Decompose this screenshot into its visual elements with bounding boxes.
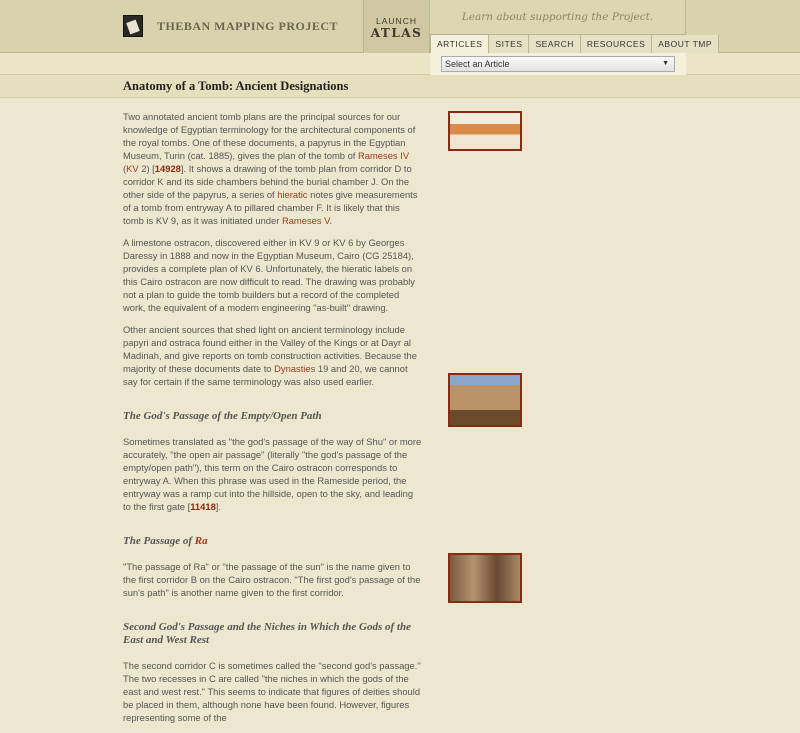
site-title[interactable]: THEBAN MAPPING PROJECT <box>157 19 339 33</box>
paragraph: Two annotated ancient tomb plans are the principal sources for our knowledge of Egyptian terminology for the architectural components of the royal tombs. One of these documents, a papyrus in the Egyptian Museum, Turin (cat. 1885), gives the plan of the tomb of Rameses IV (KV 2) [14928]. It shows a drawing of the tomb plan from corridor D to corridor K and its side chambers behind the burial chamber J. On the other side of the papyrus, a series of hieratic notes give measurements of a tomb from entryway A to pillared chamber F. It is likely that this tomb is KV 9, as it was initiated under Rameses V. <box>123 111 418 226</box>
site-logo-icon[interactable] <box>123 15 143 37</box>
entryway-photo-thumbnail[interactable] <box>448 373 522 427</box>
paragraph: The second corridor C is sometimes called the "second god's passage." The two recesses in C are called "the niches in which the gods of the east and west rest." This seems to indicate that figures of deities should be placed in them, although none have been found. However, figures representing some of the <box>123 660 421 723</box>
article-select-bar <box>0 53 800 75</box>
section-heading: Second God's Passage and the Niches in Which the Gods of the East and West Rest <box>123 621 411 646</box>
paragraph: Sometimes translated as "the god's passage of the way of Shu" or more accurately, "the open air passage" (literally "the god's passage of the empty/open path"), this term on the Cairo ostracon corresponds to entryway A. When this phrase was used in the Rameside period, the entryway was a ramp cut into the hillside, open to the sky, and leading to the first gate [11418]. <box>123 436 422 512</box>
nav-about[interactable]: ABOUT TMP <box>651 35 718 53</box>
main-nav <box>430 35 719 53</box>
article-body <box>123 110 423 733</box>
select-value: Select an Article <box>445 59 510 69</box>
link-hieratic[interactable]: hieratic <box>277 189 308 200</box>
tomb-plan-thumbnail[interactable] <box>448 111 522 151</box>
nav-search[interactable]: SEARCH <box>528 35 579 53</box>
support-link[interactable]: Learn about supporting the Project. <box>430 0 686 35</box>
atlas-label: ATLAS <box>370 26 423 40</box>
link-dynasties[interactable]: Dynasties <box>274 363 316 374</box>
title-bar <box>0 75 800 98</box>
section-heading: The Passage of Ra <box>123 535 208 547</box>
site-header <box>0 0 800 53</box>
chevron-down-icon: ▼ <box>662 60 669 67</box>
paragraph: Other ancient sources that shed light on ancient terminology include papyri and ostraca found either in the Valley of the Kings or at Dayr al Madinah, and give reports on tomb construction activities. Because the majority of these documents date to Dynasties 19 and 20, we cannot say for certain if the same terminology was also used earlier. <box>123 324 417 387</box>
link-rameses-v[interactable]: Rameses V <box>281 215 330 226</box>
launch-atlas-button[interactable] <box>363 0 430 53</box>
nav-resources[interactable]: RESOURCES <box>580 35 651 53</box>
link-rameses-iv[interactable]: Rameses IV <box>358 150 410 161</box>
paragraph: "The passage of Ra" or "the passage of the sun" is the name given to the first corridor B on the Cairo ostracon. "The first god's passage of the sun's path" is another name given to the first corridor. <box>123 561 421 598</box>
link-kv[interactable]: KV <box>126 163 139 174</box>
section-heading: The God's Passage of the Empty/Open Path <box>123 410 322 422</box>
corridor-photo-thumbnail[interactable] <box>448 553 522 603</box>
paragraph: A limestone ostracon, discovered either in KV 9 or KV 6 by Georges Daressy in 1888 and now in the Egyptian Museum, Cairo (CG 25184), provides a complete plan of KV 6. Unfortunately, the hieratic labels on this Cairo ostracon are now difficult to read. The drawing was probably not a plan to guide the tomb builders but a record of the completed work, the equivalent of a modern engineering "as-built" drawing. <box>123 237 415 313</box>
image-ref-link[interactable]: 11418 <box>190 501 216 512</box>
link-ra[interactable]: Ra <box>194 535 208 547</box>
nav-articles[interactable]: ARTICLES <box>430 35 488 53</box>
page-title: Anatomy of a Tomb: Ancient Designations <box>123 79 349 93</box>
article-select[interactable] <box>441 56 675 72</box>
image-ref-link[interactable]: 14928 <box>154 163 181 174</box>
launch-label: LAUNCH <box>376 16 417 26</box>
nav-sites[interactable]: SITES <box>488 35 528 53</box>
